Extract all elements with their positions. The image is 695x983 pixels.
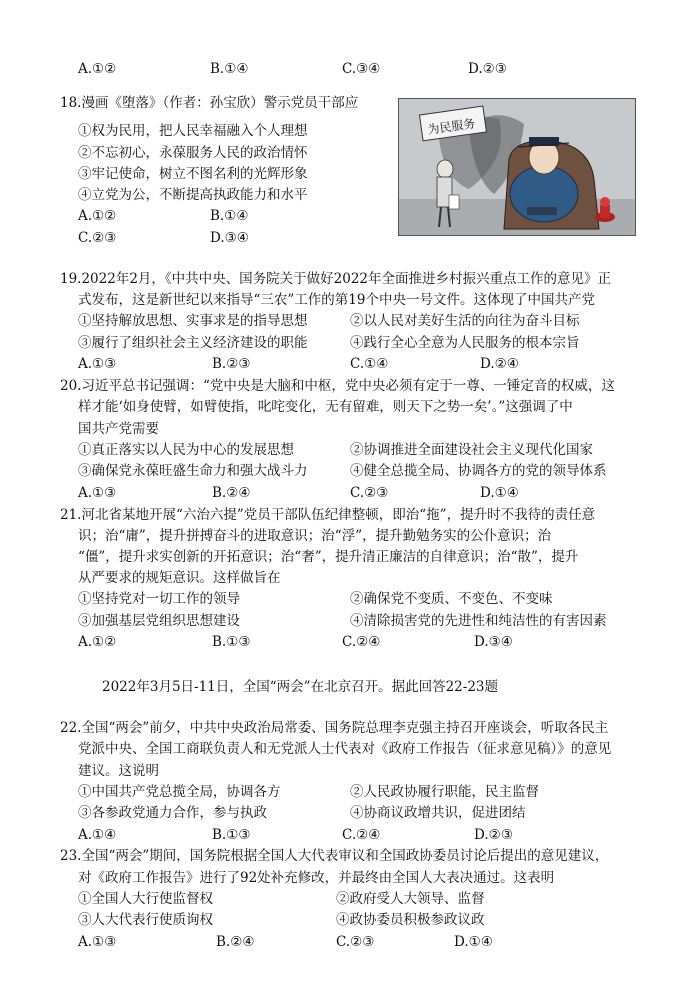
q23-item-1: ①全国人大行使监督权 [78,891,213,907]
q18-option-b: B.①④ [210,208,249,224]
q21-option-a: A.①② [78,634,117,650]
q20-item-4: ④健全总揽全局、协调各方的党的领导体系 [350,463,607,479]
q19-option-d: D.②④ [480,356,519,372]
q17-option-a: A.①② [78,61,117,77]
q20-option-d: D.①④ [480,485,519,501]
q20-item-1: ①真正落实以人民为中心的发展思想 [78,442,294,458]
q21-stem-line-4: 从严要求的规矩意识。这样做旨在 [78,570,281,586]
q22-item-3: ③各参政党通力合作，参与执政 [78,805,267,821]
q21-item-2: ②确保党不变质、不变色、不变味 [350,591,553,607]
q21-item-3: ③加强基层党组织思想建设 [78,613,240,629]
q20-option-a: A.①③ [78,485,117,501]
q22-option-c: C.②④ [342,827,381,843]
q20-stem-line-1: 20.习近平总书记强调：“党中央是大脑和中枢，党中央必须有定于一尊、一锤定音的权威，这 [60,378,615,394]
q18-option-c: C.②③ [78,230,117,246]
q22-option-a: A.①④ [78,827,117,843]
q20-item-2: ②协调推进全面建设社会主义现代化国家 [350,442,593,458]
q21-item-4: ④清除损害党的先进性和纯洁性的有害因素 [350,613,607,629]
q22-option-b: B.①③ [212,827,251,843]
q18-item-1: ①权为民用，把人民幸福融入个人理想 [78,123,308,139]
cartoon-image [398,98,636,236]
q21-option-d: D.③④ [474,634,513,650]
q22-item-2: ②人民政协履行职能，民主监督 [350,784,539,800]
q23-option-c: C.②③ [336,934,375,950]
q19-item-1: ①坚持解放思想、实事求是的指导思想 [78,313,308,329]
q23-item-2: ②政府受人大领导、监督 [336,891,485,907]
q23-item-4: ④政协委员积极参政议政 [336,912,485,928]
q21-option-b: B.①③ [212,634,251,650]
q18-item-3: ③牢记使命，树立不图名利的光辉形象 [78,166,308,182]
q20-stem-line-3: 国共产党需要 [78,421,159,437]
q23-stem-line-2: 对《政府工作报告》进行了92处补充修改，并最终由全国人大表决通过。这表明 [78,870,555,886]
q19-option-a: A.①③ [78,356,117,372]
q18-option-a: A.①② [78,208,117,224]
q17-option-c: C.③④ [342,61,381,77]
q18-item-2: ②不忘初心，永葆服务人民的政治情怀 [78,145,308,161]
q21-option-c: C.②④ [342,634,381,650]
cartoon-sign-text: 为民服务 [426,116,477,137]
q19-stem-line-2: 式发布，这是新世纪以来指导“三农”工作的第19个中央一号文件。这体现了中国共产党 [78,292,595,308]
q17-option-b: B.①④ [210,61,249,77]
q20-option-c: C.②③ [350,485,389,501]
q23-option-a: A.①③ [78,934,117,950]
q18-item-4: ④立党为公，不断提高执政能力和水平 [78,187,308,203]
q18-option-d: D.③④ [210,230,249,246]
q22-item-1: ①中国共产党总揽全局，协调各方 [78,784,281,800]
q21-item-1: ①坚持党对一切工作的领导 [78,591,240,607]
q21-stem-line-2: 识；治“庸”，提升拼搏奋斗的进取意识；治“浮”，提升勤勉务实的公仆意识；治 [78,528,552,544]
q22-option-d: D.②③ [474,827,513,843]
q22-stem-line-3: 建议。这说明 [78,763,159,779]
q23-stem-line-1: 23.全国“两会”期间，国务院根据全国人大代表审议和全国政协委员讨论后提出的意见建议， [60,848,609,864]
q20-item-3: ③确保党永葆旺盛生命力和强大战斗力 [78,463,308,479]
q23-option-d: D.①④ [454,934,493,950]
q21-stem-line-1: 21.河北省某地开展“六治六提”党员干部队伍纪律整顿，即治“拖”，提升时不我待的责任意 [60,507,596,523]
q23-item-3: ③人大代表行使质询权 [78,912,213,928]
q21-stem-line-3: “僵”，提升求实创新的开拓意识；治“奢”，提升清正廉洁的自律意识；治“散”，提升 [78,549,579,565]
q19-item-4: ④践行全心全意为人民服务的根本宗旨 [350,335,580,351]
q19-item-2: ②以人民对美好生活的向往为奋斗目标 [350,313,580,329]
q23-option-b: B.②④ [216,934,255,950]
q22-stem-line-1: 22.全国“两会”前夕，中共中央政治局常委、国务院总理李克强主持召开座谈会，听取各民主 [60,720,609,736]
q19-stem-line-1: 19.2022年2月，《中共中央、国务院关于做好2022年全面推进乡村振兴重点工作的意见》正 [60,271,612,287]
q18-stem: 18.漫画《堕落》（作者：孙宝欣）警示党员干部应 [60,95,359,111]
q22-stem-line-2: 党派中央、全国工商联负责人和无党派人士代表对《政府工作报告（征求意见稿）》的意见 [78,741,612,757]
q20-option-b: B.②④ [212,485,251,501]
section-intro: 2022年3月5日-11日，全国“两会”在北京召开。据此回答22-23题 [102,679,498,695]
q19-item-3: ③履行了组织社会主义经济建设的职能 [78,335,308,351]
q20-stem-line-2: 样才能‘如身使臂，如臂使指，叱咤变化，无有留难，则天下之势一矣’。”这强调了中 [78,399,573,415]
q19-option-b: B.②③ [212,356,251,372]
q19-option-c: C.①④ [350,356,389,372]
q22-item-4: ④协商议政增共识，促进团结 [350,805,526,821]
q17-option-d: D.②③ [468,61,507,77]
